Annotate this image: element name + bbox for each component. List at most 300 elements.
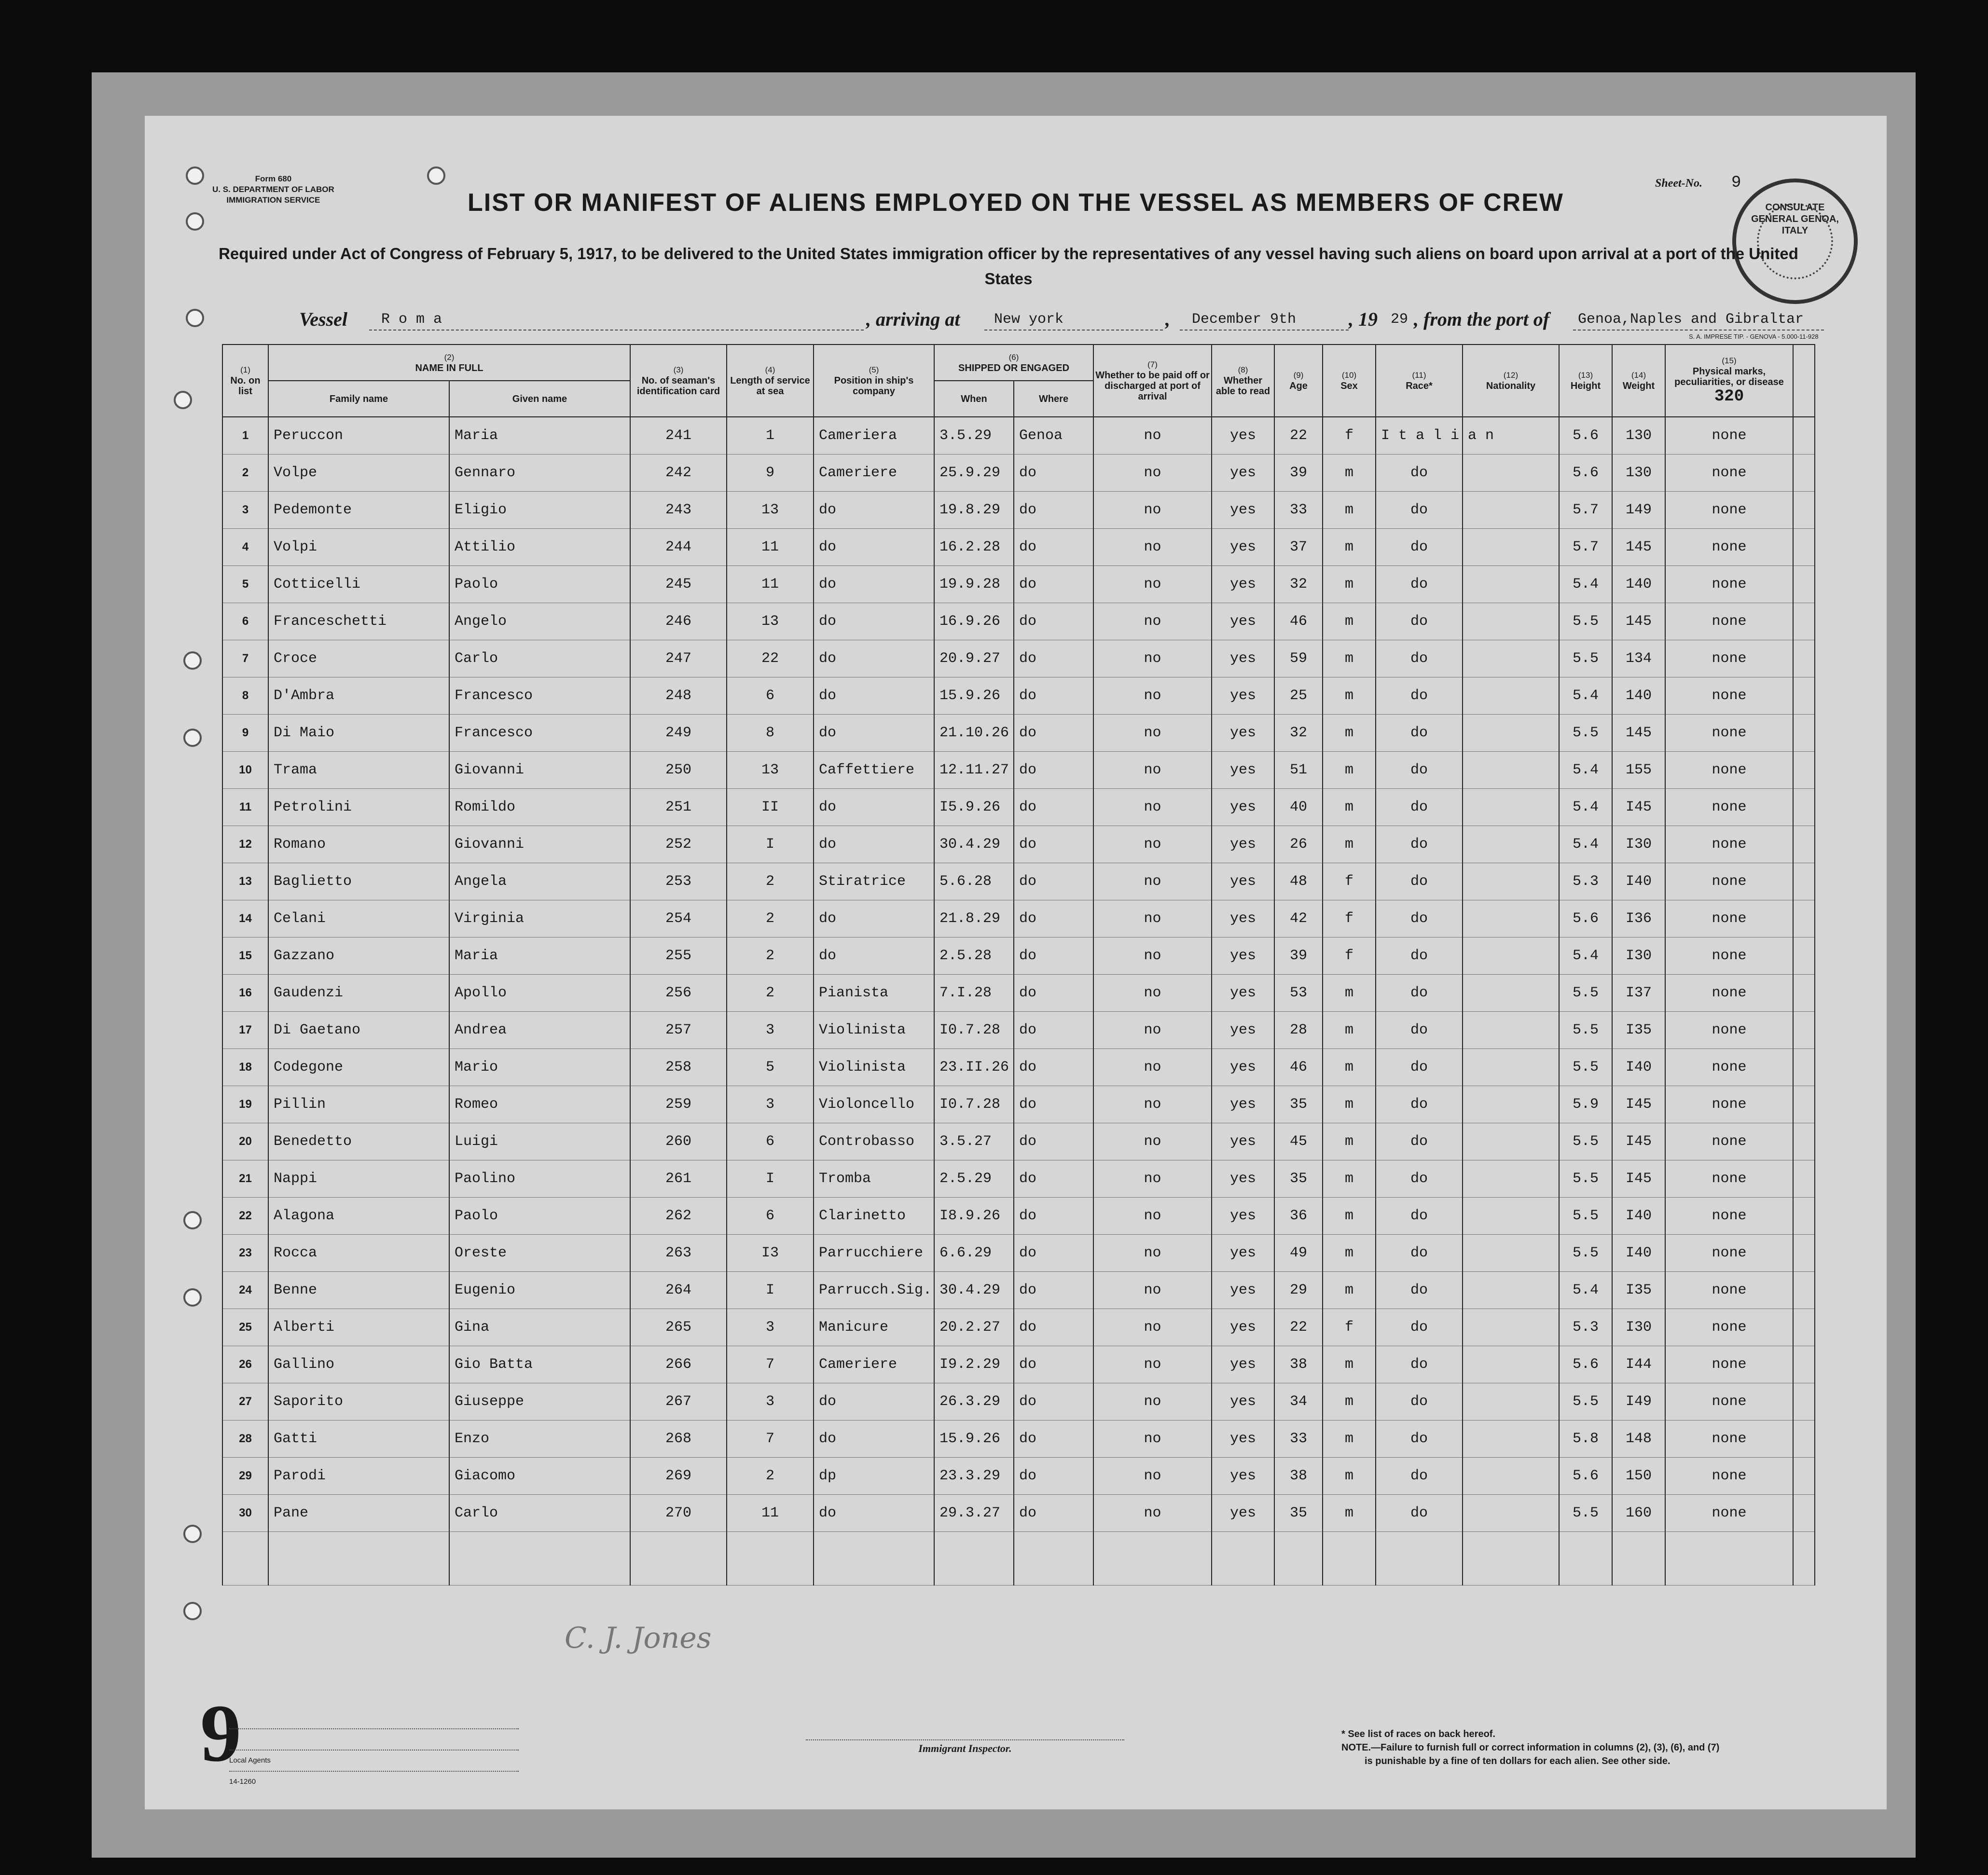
cell-height: 5.5	[1559, 1235, 1612, 1272]
cell-race: do	[1376, 938, 1463, 975]
cell-where: do	[1014, 789, 1093, 826]
cell-read: yes	[1212, 789, 1274, 826]
cell-when: 26.3.29	[934, 1383, 1014, 1420]
cell-sex: m	[1323, 1198, 1376, 1235]
cell-race: do	[1376, 1086, 1463, 1123]
table-row	[222, 1495, 1815, 1532]
cell-marks: none	[1665, 975, 1793, 1012]
punch-hole	[427, 166, 445, 185]
cell-sex: m	[1323, 677, 1376, 715]
cell-family: Baglietto	[268, 863, 449, 900]
agents-block	[229, 1708, 519, 1792]
cell-sex: m	[1323, 1012, 1376, 1049]
cell-paid: no	[1093, 975, 1212, 1012]
cell-position: Caffettiere	[814, 752, 934, 789]
cell-empty	[1463, 1458, 1559, 1495]
cell-when: 19.9.28	[934, 566, 1014, 603]
form-number: Form 680	[255, 174, 292, 183]
cell-no: 5	[222, 566, 268, 603]
cell-no: 15	[222, 938, 268, 975]
cell-weight: 148	[1612, 1420, 1665, 1458]
cell-weight: I40	[1612, 1049, 1665, 1086]
manifest-sheet	[145, 116, 1887, 1809]
cell-height: 5.6	[1559, 1346, 1612, 1383]
cell-height: 5.7	[1559, 492, 1612, 529]
cell-race: do	[1376, 1458, 1463, 1495]
header-position: Position in ship's company	[834, 375, 914, 397]
cell-family: Peruccon	[268, 417, 449, 455]
cell-given: Giuseppe	[449, 1383, 630, 1420]
cell-paid: no	[1093, 529, 1212, 566]
cell-given: Virginia	[449, 900, 630, 938]
cell-empty	[1463, 1235, 1559, 1272]
cell-weight: 155	[1612, 752, 1665, 789]
handwritten-signature: C. J. Jones	[565, 1621, 712, 1655]
cell-family: Gatti	[268, 1420, 449, 1458]
cell-given: Angelo	[449, 603, 630, 640]
table-row	[222, 900, 1815, 938]
header-weight: Weight	[1622, 381, 1655, 391]
cell-no: 21	[222, 1160, 268, 1198]
cell-given: Carlo	[449, 640, 630, 677]
cell-empty	[1793, 455, 1815, 492]
cell-empty	[1463, 1346, 1559, 1383]
cell-sex: f	[1323, 1309, 1376, 1346]
cell-marks: none	[1665, 1383, 1793, 1420]
cell-service: 2	[727, 975, 814, 1012]
table-row	[222, 1160, 1815, 1198]
cell-service: 9	[727, 455, 814, 492]
stamp-text: CONSULATE GENERAL GENOA, ITALY	[1751, 202, 1839, 236]
cell-service: I	[727, 1160, 814, 1198]
header-physical-marks: Physical marks, peculiarities, or disease	[1674, 366, 1784, 387]
cell-empty	[1793, 826, 1815, 863]
cell-card: 245	[630, 566, 727, 603]
cell-given: Apollo	[449, 975, 630, 1012]
table-row	[222, 603, 1815, 640]
cell-service: 6	[727, 1198, 814, 1235]
cell-height: 5.5	[1559, 1012, 1612, 1049]
cell-sex: f	[1323, 863, 1376, 900]
cell-where: do	[1014, 1495, 1093, 1532]
cell-given: Giovanni	[449, 826, 630, 863]
cell-marks: none	[1665, 863, 1793, 900]
cell-when: I9.2.29	[934, 1346, 1014, 1383]
cell-given: Gennaro	[449, 455, 630, 492]
cell-service: I	[727, 826, 814, 863]
cell-height: 5.5	[1559, 1383, 1612, 1420]
cell-service: 11	[727, 566, 814, 603]
cell-marks: none	[1665, 529, 1793, 566]
table-row	[222, 677, 1815, 715]
cell-marks: none	[1665, 900, 1793, 938]
table-row	[222, 826, 1815, 863]
cell-empty	[1463, 1198, 1559, 1235]
cell-race: do	[1376, 826, 1463, 863]
cell-card: 249	[630, 715, 727, 752]
cell-weight: I30	[1612, 938, 1665, 975]
cell-sex: m	[1323, 789, 1376, 826]
cell-paid: no	[1093, 492, 1212, 529]
cell-read: yes	[1212, 1235, 1274, 1272]
cell-position: Tromba	[814, 1160, 934, 1198]
cell-weight: I40	[1612, 1235, 1665, 1272]
cell-empty	[1463, 640, 1559, 677]
cell-given: Eugenio	[449, 1272, 630, 1309]
cell-race: do	[1376, 603, 1463, 640]
table-row	[222, 715, 1815, 752]
table-header: (1) No. on list (2) NAME IN FULL (3) No. of seaman's identification card (4) Length of service at sea (5) Position in ship's company (6) SHIPPED OR ENGAGED (7) Whether to be paid off or discharged at port of arrival (8) Whether able to read (9) Age (10) Sex (11) Race* (12) Nationality (13) Height (14) Weight (15) Physical marks, peculiarities, or disease 320 Family name Given name When Where	[222, 345, 1815, 417]
cell-sex: m	[1323, 455, 1376, 492]
table-row	[222, 863, 1815, 900]
cell-read: yes	[1212, 492, 1274, 529]
cell-race: do	[1376, 1012, 1463, 1049]
cell-age: 38	[1274, 1458, 1323, 1495]
cell-age: 42	[1274, 900, 1323, 938]
cell-no: 6	[222, 603, 268, 640]
cell-service: 3	[727, 1309, 814, 1346]
cell-sex: m	[1323, 640, 1376, 677]
cell-height: 5.5	[1559, 1160, 1612, 1198]
cell-empty	[1793, 1160, 1815, 1198]
cell-position: Parrucchiere	[814, 1235, 934, 1272]
cell-card: 270	[630, 1495, 727, 1532]
cell-read: yes	[1212, 1012, 1274, 1049]
cell-empty	[1793, 1086, 1815, 1123]
table-row	[222, 1309, 1815, 1346]
cell-weight: I30	[1612, 826, 1665, 863]
table-row	[222, 1198, 1815, 1235]
cell-given: Andrea	[449, 1012, 630, 1049]
cell-age: 22	[1274, 417, 1323, 455]
cell-given: Romildo	[449, 789, 630, 826]
cell-paid: no	[1093, 900, 1212, 938]
cell-race: do	[1376, 677, 1463, 715]
cell-no: 18	[222, 1049, 268, 1086]
cell-position: do	[814, 566, 934, 603]
cell-age: 33	[1274, 1420, 1323, 1458]
cell-card: 252	[630, 826, 727, 863]
table-row	[222, 1086, 1815, 1123]
cell-paid: no	[1093, 752, 1212, 789]
cell-given: Eligio	[449, 492, 630, 529]
cell-no: 25	[222, 1309, 268, 1346]
cell-family: Rocca	[268, 1235, 449, 1272]
cell-empty	[1793, 417, 1815, 455]
table-row	[222, 1123, 1815, 1160]
cell-position: do	[814, 1420, 934, 1458]
cell-no: 9	[222, 715, 268, 752]
cell-race: do	[1376, 1198, 1463, 1235]
cell-paid: no	[1093, 1346, 1212, 1383]
cell-paid: no	[1093, 789, 1212, 826]
cell-height: 5.5	[1559, 975, 1612, 1012]
cell-position: dp	[814, 1458, 934, 1495]
cell-position: Cameriere	[814, 455, 934, 492]
cell-sex: m	[1323, 566, 1376, 603]
cell-card: 254	[630, 900, 727, 938]
cell-weight: I44	[1612, 1346, 1665, 1383]
cell-position: Manicure	[814, 1309, 934, 1346]
service-name: IMMIGRATION SERVICE	[226, 195, 320, 205]
cell-no: 23	[222, 1235, 268, 1272]
cell-empty	[1463, 529, 1559, 566]
cell-card: 269	[630, 1458, 727, 1495]
cell-height: 5.5	[1559, 715, 1612, 752]
cell-paid: no	[1093, 1309, 1212, 1346]
cell-sex: m	[1323, 1495, 1376, 1532]
table-row	[222, 1383, 1815, 1420]
cell-no: 26	[222, 1346, 268, 1383]
cell-marks: none	[1665, 789, 1793, 826]
cell-marks: none	[1665, 1086, 1793, 1123]
cell-empty	[1793, 529, 1815, 566]
cell-paid: no	[1093, 1383, 1212, 1420]
cell-given: Giovanni	[449, 752, 630, 789]
table-row	[222, 1235, 1815, 1272]
cell-marks: none	[1665, 677, 1793, 715]
cell-no: 22	[222, 1198, 268, 1235]
cell-position: do	[814, 492, 934, 529]
header-height: Height	[1570, 381, 1601, 391]
cell-sex: f	[1323, 938, 1376, 975]
cell-empty	[1463, 1086, 1559, 1123]
cell-empty	[1793, 1420, 1815, 1458]
cell-where: do	[1014, 1346, 1093, 1383]
cell-read: yes	[1212, 863, 1274, 900]
arrival-date: December 9th	[1192, 311, 1297, 328]
cell-read: yes	[1212, 900, 1274, 938]
cell-where: do	[1014, 863, 1093, 900]
cell-sex: f	[1323, 900, 1376, 938]
cell-age: 32	[1274, 715, 1323, 752]
cell-race: do	[1376, 1383, 1463, 1420]
cell-family: Parodi	[268, 1458, 449, 1495]
cell-paid: no	[1093, 1458, 1212, 1495]
cell-given: Gina	[449, 1309, 630, 1346]
voyage-line: Vessel R o m a , arriving at New york , December 9th , 19 29 , from the port of Genoa,Naples and Gibraltar	[299, 306, 1824, 331]
cell-given: Oreste	[449, 1235, 630, 1272]
cell-no: 11	[222, 789, 268, 826]
agents-label: Local Agents	[229, 1751, 519, 1772]
cell-empty	[1793, 640, 1815, 677]
cell-where: do	[1014, 938, 1093, 975]
cell-card: 260	[630, 1123, 727, 1160]
cell-no: 30	[222, 1495, 268, 1532]
cell-when: 2.5.29	[934, 1160, 1014, 1198]
cell-family: Trama	[268, 752, 449, 789]
cell-given: Attilio	[449, 529, 630, 566]
cell-read: yes	[1212, 715, 1274, 752]
cell-family: D'Ambra	[268, 677, 449, 715]
cell-age: 39	[1274, 455, 1323, 492]
cell-position: do	[814, 529, 934, 566]
cell-empty	[1793, 863, 1815, 900]
cell-read: yes	[1212, 1420, 1274, 1458]
cell-height: 5.4	[1559, 566, 1612, 603]
cell-service: 8	[727, 715, 814, 752]
cell-no: 20	[222, 1123, 268, 1160]
printer-mark: S. A. IMPRESE TIP. - GENOVA - 5.000-11-928	[1689, 333, 1819, 340]
cell-no: 24	[222, 1272, 268, 1309]
cell-service: 2	[727, 863, 814, 900]
cell-race: do	[1376, 1160, 1463, 1198]
cell-service: 13	[727, 492, 814, 529]
punch-hole	[186, 166, 204, 185]
punch-hole	[183, 1288, 202, 1307]
cell-read: yes	[1212, 1346, 1274, 1383]
cell-given: Paolo	[449, 566, 630, 603]
year-label: , 19	[1349, 308, 1378, 330]
cell-sex: m	[1323, 1123, 1376, 1160]
cell-no: 27	[222, 1383, 268, 1420]
cell-height: 5.5	[1559, 1049, 1612, 1086]
table-row	[222, 1346, 1815, 1383]
cell-when: 19.8.29	[934, 492, 1014, 529]
cell-weight: 145	[1612, 603, 1665, 640]
cell-given: Maria	[449, 417, 630, 455]
cell-given: Mario	[449, 1049, 630, 1086]
cell-height: 5.6	[1559, 1458, 1612, 1495]
table-row	[222, 640, 1815, 677]
cell-age: 39	[1274, 938, 1323, 975]
sheet-label: Sheet-No.	[1655, 177, 1702, 190]
cell-where: Genoa	[1014, 417, 1093, 455]
cell-empty	[1793, 603, 1815, 640]
cell-when: 6.6.29	[934, 1235, 1014, 1272]
cell-when: 30.4.29	[934, 826, 1014, 863]
cell-age: 34	[1274, 1383, 1323, 1420]
cell-read: yes	[1212, 640, 1274, 677]
cell-sex: m	[1323, 1420, 1376, 1458]
header-when: When	[934, 381, 1014, 417]
cell-empty	[1793, 752, 1815, 789]
cell-read: yes	[1212, 1049, 1274, 1086]
cell-paid: no	[1093, 1012, 1212, 1049]
cell-empty	[1463, 566, 1559, 603]
cell-race: do	[1376, 752, 1463, 789]
header-where: Where	[1014, 381, 1093, 417]
cell-when: I0.7.28	[934, 1012, 1014, 1049]
cell-when: 29.3.27	[934, 1495, 1014, 1532]
cell-family: Pedemonte	[268, 492, 449, 529]
cell-height: 5.4	[1559, 826, 1612, 863]
cell-empty	[1463, 1049, 1559, 1086]
cell-service: 6	[727, 677, 814, 715]
cell-race: do	[1376, 715, 1463, 752]
cell-height: 5.3	[1559, 1309, 1612, 1346]
cell-family: Gazzano	[268, 938, 449, 975]
cell-read: yes	[1212, 1123, 1274, 1160]
cell-position: Violinista	[814, 1012, 934, 1049]
table-row	[222, 975, 1815, 1012]
cell-no: 2	[222, 455, 268, 492]
cell-paid: no	[1093, 826, 1212, 863]
cell-empty	[1793, 938, 1815, 975]
cell-empty	[1793, 1272, 1815, 1309]
table-body	[222, 417, 1815, 1585]
cell-race: do	[1376, 492, 1463, 529]
cell-when: 21.8.29	[934, 900, 1014, 938]
cell-weight: I35	[1612, 1272, 1665, 1309]
punch-hole	[183, 1211, 202, 1229]
cell-age: 33	[1274, 492, 1323, 529]
cell-family: Alagona	[268, 1198, 449, 1235]
cell-age: 53	[1274, 975, 1323, 1012]
cell-service: 7	[727, 1420, 814, 1458]
cell-age: 35	[1274, 1495, 1323, 1532]
cell-where: do	[1014, 1309, 1093, 1346]
cell-service: 13	[727, 603, 814, 640]
cell-read: yes	[1212, 566, 1274, 603]
cell-marks: none	[1665, 640, 1793, 677]
cell-sex: m	[1323, 1346, 1376, 1383]
cell-service: II	[727, 789, 814, 826]
cell-weight: 150	[1612, 1458, 1665, 1495]
cell-empty	[1793, 715, 1815, 752]
cell-card: 261	[630, 1160, 727, 1198]
cell-position: Controbasso	[814, 1123, 934, 1160]
cell-position: do	[814, 826, 934, 863]
cell-weight: I35	[1612, 1012, 1665, 1049]
cell-marks: none	[1665, 1346, 1793, 1383]
cell-family: Nappi	[268, 1160, 449, 1198]
cell-height: 5.5	[1559, 603, 1612, 640]
cell-when: 5.6.28	[934, 863, 1014, 900]
cell-sex: m	[1323, 1086, 1376, 1123]
cell-race: do	[1376, 900, 1463, 938]
cell-read: yes	[1212, 1458, 1274, 1495]
cell-read: yes	[1212, 455, 1274, 492]
cell-when: I8.9.26	[934, 1198, 1014, 1235]
cell-read: yes	[1212, 1309, 1274, 1346]
cell-age: 48	[1274, 863, 1323, 900]
cell-empty	[1463, 938, 1559, 975]
race-note: * See list of races on back hereof.	[1341, 1729, 1496, 1739]
cell-no: 29	[222, 1458, 268, 1495]
cell-card: 266	[630, 1346, 727, 1383]
cell-read: yes	[1212, 677, 1274, 715]
cell-card: 250	[630, 752, 727, 789]
cell-empty	[1793, 1235, 1815, 1272]
cell-paid: no	[1093, 1235, 1212, 1272]
cell-empty	[1793, 1495, 1815, 1532]
table-row	[222, 529, 1815, 566]
cell-race: I t a l i a n	[1376, 417, 1463, 455]
cell-service: 22	[727, 640, 814, 677]
cell-height: 5.4	[1559, 752, 1612, 789]
table-row	[222, 492, 1815, 529]
arriving-label: , arriving at	[866, 308, 960, 330]
cell-age: 35	[1274, 1086, 1323, 1123]
cell-family: Di Gaetano	[268, 1012, 449, 1049]
cell-empty	[1793, 1458, 1815, 1495]
cell-no: 14	[222, 900, 268, 938]
cell-weight: I45	[1612, 1086, 1665, 1123]
cell-marks: none	[1665, 1235, 1793, 1272]
cell-marks: none	[1665, 715, 1793, 752]
cell-where: do	[1014, 529, 1093, 566]
cell-age: 32	[1274, 566, 1323, 603]
cell-no: 17	[222, 1012, 268, 1049]
cell-weight: 160	[1612, 1495, 1665, 1532]
cell-service: 2	[727, 900, 814, 938]
cell-empty	[1463, 1309, 1559, 1346]
fine-note: NOTE.—Failure to furnish full or correct information in columns (2), (3), (6), and (7)	[1341, 1742, 1720, 1753]
cell-card: 263	[630, 1235, 727, 1272]
header-annotation: 320	[1714, 387, 1744, 406]
cell-weight: 140	[1612, 677, 1665, 715]
